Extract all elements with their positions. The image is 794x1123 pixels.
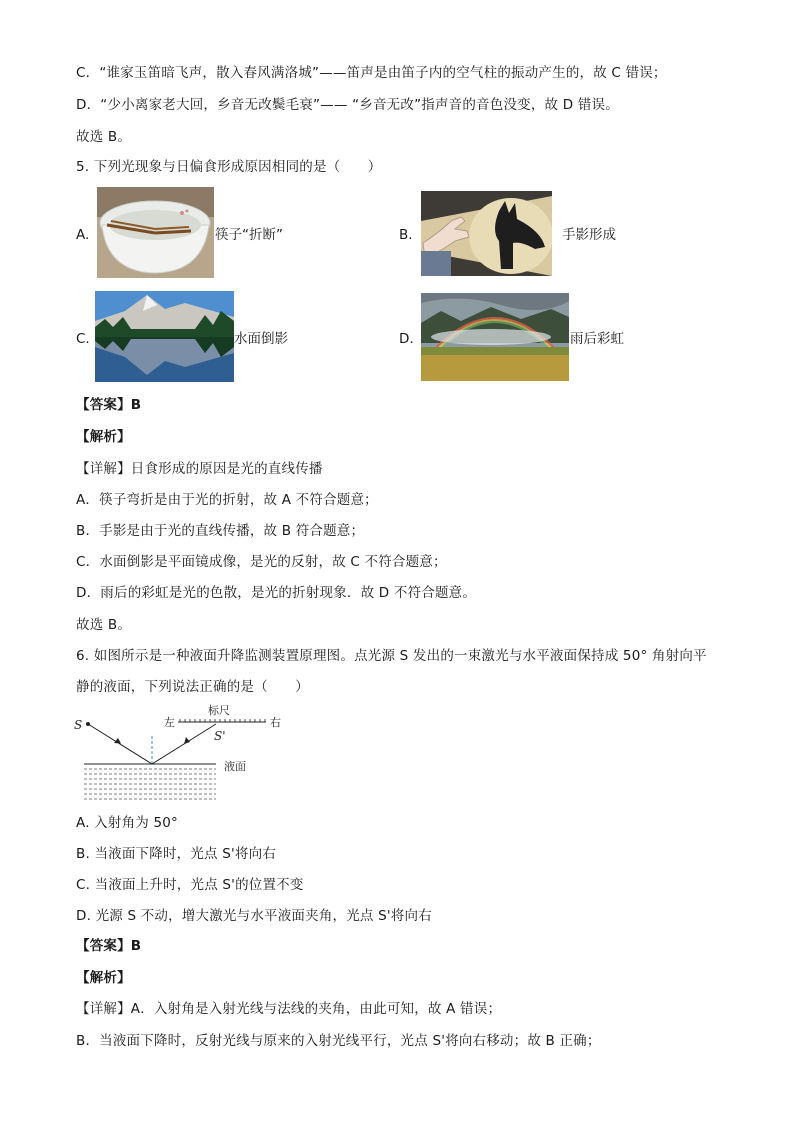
rainbow-image — [421, 293, 569, 381]
spot-label: S' — [214, 729, 226, 743]
q5-detail-c: C．水面倒影是平面镜成像，是光的反射，故 C 不符合题意； — [76, 554, 447, 570]
q5-answer: 【答案】B — [76, 397, 142, 413]
question-6-stem-line2: 静的液面，下列说法正确的是（ ） — [76, 679, 309, 695]
text-line-choose-prev: 故选 B。 — [76, 129, 132, 145]
hand-shadow-image — [421, 191, 552, 276]
q5-option-b-caption: 手影形成 — [562, 227, 616, 243]
q6-detail-a: 【详解】A．入射角是入射光线与法线的夹角，由此可知，故 A 错误； — [76, 1001, 502, 1017]
q5-option-c-letter: C. — [76, 331, 90, 347]
q5-option-a-caption: 筷子“折断” — [215, 227, 283, 243]
q5-option-d-caption: 雨后彩虹 — [570, 331, 624, 347]
liquid-body — [84, 769, 216, 799]
text-line-d-prev: D．“少小离家老大回，乡音无改鬓毛衰”—— “乡音无改”指声音的音色没变，故 D 错误。 — [76, 97, 619, 113]
liquid-level-diagram — [74, 702, 294, 806]
q6-option-d: D. 光源 S 不动，增大激光与水平液面夹角，光点 S'将向右 — [76, 908, 432, 924]
q6-answer: 【答案】B — [76, 938, 142, 954]
chopsticks-bowl-image — [97, 187, 214, 278]
q6-option-a: A. 入射角为 50° — [76, 815, 178, 831]
liquid-label: 液面 — [224, 760, 246, 773]
q6-option-b: B. 当液面下降时，光点 S'将向右 — [76, 846, 277, 862]
q5-detail: 【详解】日食形成的原因是光的直线传播 — [76, 461, 323, 477]
q5-choose: 故选 B。 — [76, 617, 132, 633]
ruler-left-label: 左 — [164, 716, 175, 729]
text-line-c-prev: C．“谁家玉笛暗飞声，散入春风满洛城”——笛声是由笛子内的空气柱的振动产生的，故 C 错误； — [76, 65, 667, 81]
q6-analysis-label: 【解析】 — [76, 970, 131, 986]
lake-reflection-image — [95, 291, 234, 382]
q5-option-c-caption: 水面倒影 — [234, 331, 288, 347]
q5-option-d-letter: D. — [399, 331, 414, 347]
question-5-stem: 5. 下列光现象与日偏食形成原因相同的是（ ） — [76, 159, 382, 175]
question-6-stem-line1: 6. 如图所示是一种液面升降监测装置原理图。点光源 S 发出的一束激光与水平液面保持成 50° 角射向平 — [76, 648, 707, 664]
ruler-label: 标尺 — [208, 704, 230, 717]
q5-option-b-letter: B. — [399, 227, 413, 243]
q5-detail-a: A．筷子弯折是由于光的折射，故 A 不符合题意； — [76, 492, 378, 508]
source-label: S — [74, 718, 83, 732]
q6-option-c: C. 当液面上升时，光点 S'的位置不变 — [76, 877, 304, 893]
q5-option-a-letter: A. — [76, 227, 90, 243]
q5-detail-b: B．手影是由于光的直线传播，故 B 符合题意； — [76, 523, 365, 539]
q5-analysis-label: 【解析】 — [76, 429, 131, 445]
incident-ray — [88, 724, 152, 764]
ruler-right-label: 右 — [270, 716, 281, 729]
q6-detail-b: B．当液面下降时，反射光线与原来的入射光线平行，光点 S'将向右移动；故 B 正确； — [76, 1033, 601, 1049]
q5-detail-d: D．雨后的彩虹是光的色散，是光的折射现象．故 D 不符合题意。 — [76, 585, 477, 601]
